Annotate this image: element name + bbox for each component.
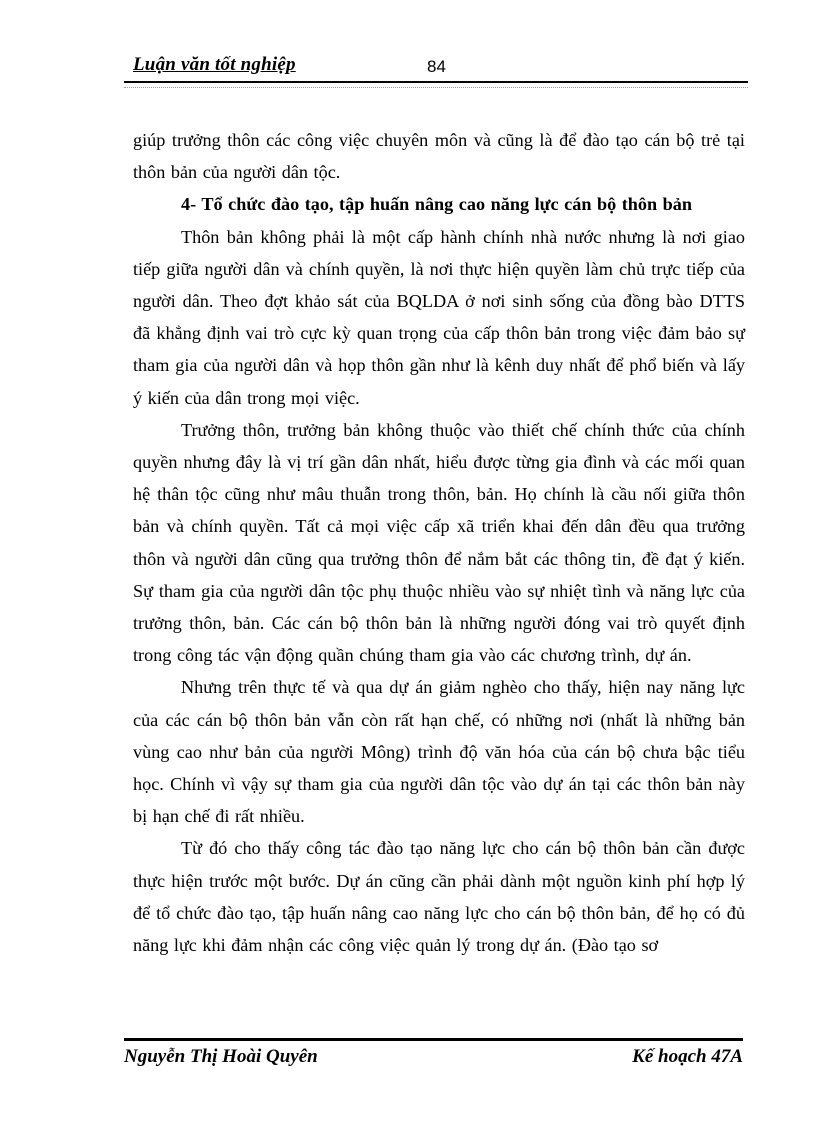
header-rule-dotted (124, 87, 748, 88)
paragraph: Từ đó cho thấy công tác đào tạo năng lực cho cán bộ thôn bản cần được thực hiện trước một bước. Dự án cũng cần phải dành một nguồn kinh phí hợp lý để tổ chức đào tạo, tập huấn nâng cao năng lực cho cán bộ thôn bản, để họ có đủ năng lực khi đảm nhận các công việc quản lý trong dự án. (Đào tạo sơ (133, 838, 745, 956)
page-header (133, 54, 748, 82)
paragraph: Trưởng thôn, trưởng bản không thuộc vào thiết chế chính thức của chính quyền nhưng đây là vị trí gần dân nhất, hiểu được từng gia đình và các mối quan hệ thân tộc cũng như mâu thuẫn trong thôn, bản. Họ chính là cầu nối giữa thôn bản và chính quyền. Tất cả mọi việc cấp xã triển khai đến dân đều qua trưởng thôn và người dân cũng qua trưởng thôn để nắm bắt các thông tin, đề đạt ý kiến. Sự tham gia của người dân tộc phụ thuộc nhiều vào sự nhiệt tình và năng lực của trưởng thôn, bản. Các cán bộ thôn bản là những người đóng vai trò quyết định trong công tác vận động quần chúng tham gia vào các chương trình, dự án. (133, 419, 745, 666)
header-running-title: Luận văn tốt nghiệp (133, 54, 296, 75)
footer-class-label: Kế hoạch 47A (632, 1046, 743, 1067)
page-footer (124, 1038, 743, 1068)
paragraph-continuation: giúp trưởng thôn các công việc chuyên môn và cũng là để đào tạo cán bộ trẻ tại thôn bản của người dân tộc. (133, 130, 745, 183)
document-body (133, 124, 745, 961)
page-number: 84 (427, 57, 446, 76)
section-heading: 4- Tổ chức đào tạo, tập huấn nâng cao năng lực cán bộ thôn bản (181, 194, 693, 215)
paragraph: Thôn bản không phải là một cấp hành chính nhà nước nhưng là nơi giao tiếp giữa người dân và chính quyền, là nơi thực hiện quyền làm chủ trực tiếp của người dân. Theo đợt khảo sát của BQLDA ở nơi sinh sống của đồng bào DTTS đã khẳng định vai trò cực kỳ quan trọng của cấp thôn bản trong việc đảm bảo sự tham gia của người dân và họp thôn gần như là kênh duy nhất để phổ biến và lấy ý kiến của dân trong mọi việc. (133, 226, 745, 408)
header-rule (124, 81, 748, 83)
footer-author: Nguyễn Thị Hoài Quyên (124, 1046, 318, 1067)
paragraph: Nhưng trên thực tế và qua dự án giảm nghèo cho thấy, hiện nay năng lực của các cán bộ thôn bản vẫn còn rất hạn chế, có những nơi (nhất là những bản vùng cao như bản của người Mông) trình độ văn hóa của cán bộ chưa bậc tiểu học. Chính vì vậy sự tham gia của người dân tộc vào dự án tại các thôn bản này bị hạn chế đi rất nhiều. (133, 677, 745, 827)
